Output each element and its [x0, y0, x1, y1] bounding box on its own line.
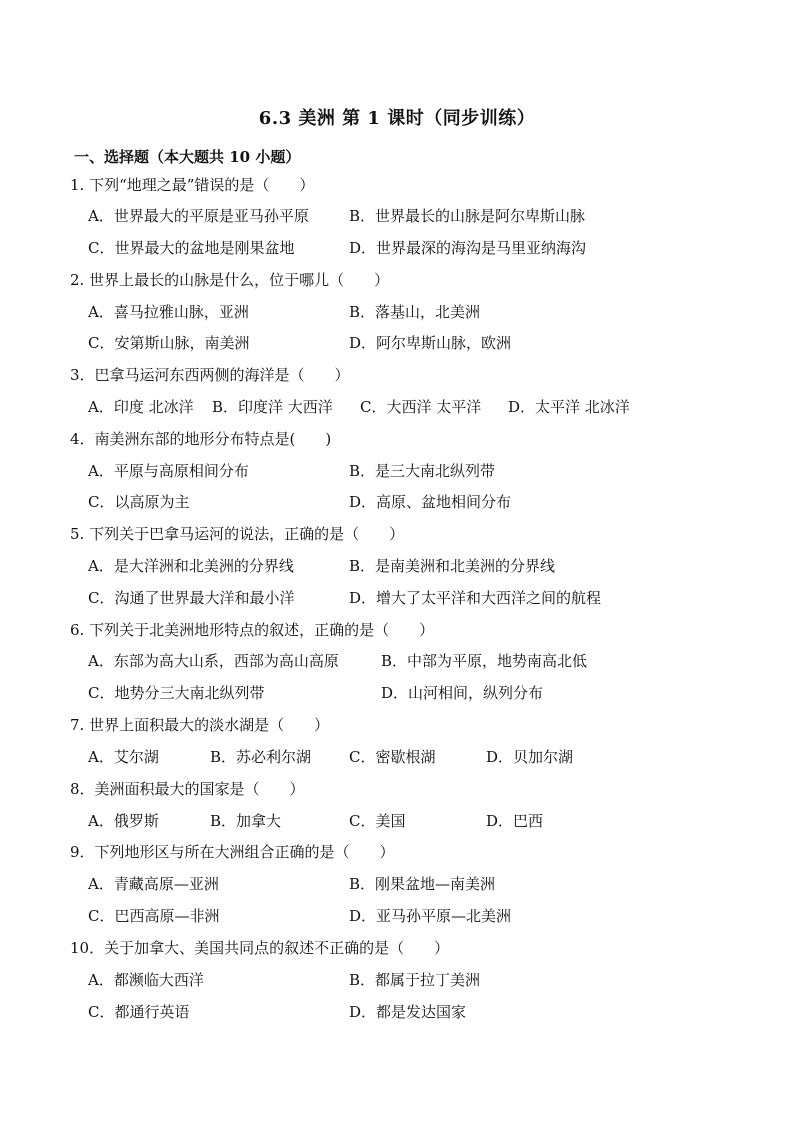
question-6-option-a: A．东部为高大山系，西部为高山高原	[88, 652, 339, 670]
question-10-stem: 10．关于加拿大、美国共同点的叙述不正确的是（ ）	[70, 939, 450, 957]
question-5-option-d: D．增大了太平洋和大西洋之间的航程	[349, 589, 602, 607]
question-8-option-b: B．加拿大	[210, 812, 282, 830]
question-3-stem: 3．巴拿马运河东西两侧的海洋是（ ）	[70, 366, 350, 384]
question-6-option-c: C．地势分三大南北纵列带	[88, 684, 265, 702]
question-2-option-a: A．喜马拉雅山脉，亚洲	[88, 303, 249, 321]
question-10-option-a: A．都濒临大西洋	[88, 971, 204, 989]
question-4-option-a: A．平原与高原相间分布	[88, 462, 249, 480]
question-2-option-b: B．落基山，北美洲	[349, 303, 481, 321]
question-4-option-c: C．以高原为主	[88, 493, 190, 511]
question-9-option-c: C．巴西高原—非洲	[88, 907, 220, 925]
question-7-stem: 7. 世界上面积最大的淡水湖是（ ）	[70, 716, 330, 734]
question-2-option-d: D．阿尔卑斯山脉，欧洲	[349, 334, 512, 352]
question-8-option-d: D．巴西	[486, 812, 544, 830]
question-8-option-c: C．美国	[349, 812, 406, 830]
question-4-stem: 4．南美洲东部的地形分布特点是( )	[70, 430, 332, 448]
question-5-stem: 5. 下列关于巴拿马运河的说法，正确的是（ ）	[70, 525, 405, 543]
question-7-option-b: B．苏必利尔湖	[210, 748, 312, 766]
question-9-option-b: B．刚果盆地—南美洲	[349, 875, 496, 893]
question-7-option-d: D．贝加尔湖	[486, 748, 574, 766]
question-2-option-c: C．安第斯山脉，南美洲	[88, 334, 250, 352]
question-3-option-b: B．印度洋 大西洋	[212, 398, 333, 416]
question-9-option-d: D．亚马孙平原—北美洲	[349, 907, 512, 925]
question-6-option-b: B．中部为平原，地势南高北低	[381, 652, 588, 670]
question-1-stem: 1. 下列“地理之最”错误的是（ ）	[70, 176, 315, 194]
question-3-option-a: A．印度 北冰洋	[88, 398, 194, 416]
question-5-option-a: A．是大洋洲和北美洲的分界线	[88, 557, 294, 575]
question-6-stem: 6. 下列关于北美洲地形特点的叙述，正确的是（ ）	[70, 621, 435, 639]
question-9-stem: 9．下列地形区与所在大洲组合正确的是（ ）	[70, 843, 395, 861]
question-4-option-b: B．是三大南北纵列带	[349, 462, 496, 480]
section-heading: 一、选择题（本大题共 10 小题）	[74, 148, 301, 166]
question-8-option-a: A．俄罗斯	[88, 812, 159, 830]
question-10-option-c: C．都通行英语	[88, 1003, 190, 1021]
question-8-stem: 8．美洲面积最大的国家是（ ）	[70, 780, 305, 798]
question-10-option-d: D．都是发达国家	[349, 1003, 467, 1021]
question-10-option-b: B．都属于拉丁美洲	[349, 971, 481, 989]
question-2-stem: 2. 世界上最长的山脉是什么，位于哪儿（ ）	[70, 271, 390, 289]
question-5-option-b: B．是南美洲和北美洲的分界线	[349, 557, 556, 575]
question-1-option-d: D．世界最深的海沟是马里亚纳海沟	[349, 239, 587, 257]
question-7-option-a: A．艾尔湖	[88, 748, 159, 766]
question-3-option-d: D．太平洋 北冰洋	[508, 398, 630, 416]
question-7-option-c: C．密歇根湖	[349, 748, 436, 766]
question-9-option-a: A．青藏高原—亚洲	[88, 875, 219, 893]
page-title: 6.3 美洲 第 1 课时（同步训练）	[258, 108, 536, 129]
question-4-option-d: D．高原、盆地相间分布	[349, 493, 512, 511]
question-1-option-b: B．世界最长的山脉是阿尔卑斯山脉	[349, 207, 586, 225]
question-1-option-a: A．世界最大的平原是亚马孙平原	[88, 207, 309, 225]
question-1-option-c: C．世界最大的盆地是刚果盆地	[88, 239, 295, 257]
question-6-option-d: D．山河相间，纵列分布	[381, 684, 544, 702]
question-5-option-c: C．沟通了世界最大洋和最小洋	[88, 589, 295, 607]
question-3-option-c: C．大西洋 太平洋	[360, 398, 482, 416]
